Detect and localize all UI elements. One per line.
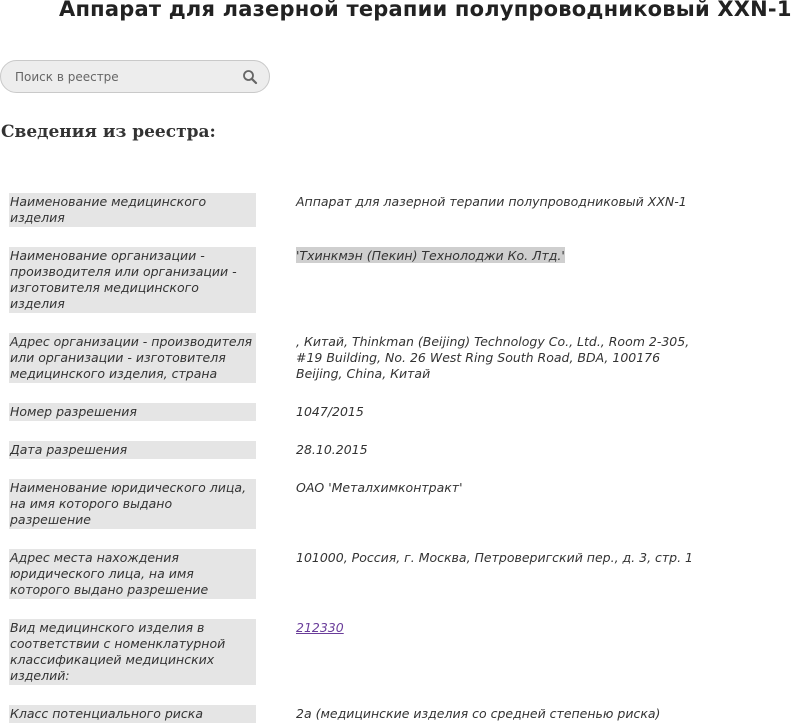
table-row (9, 247, 709, 313)
classification-code-link[interactable]: 212330 (296, 620, 344, 635)
search-input[interactable] (15, 68, 235, 86)
row-value: 101000, Россия, г. Москва, Петроверигский пер., д. 3, стр. 1 (296, 550, 694, 565)
row-label: Номер разрешения (9, 403, 256, 421)
row-label: Класс потенциального риска (9, 705, 256, 723)
table-row (9, 403, 709, 421)
row-label: Наименование организации - производителя или организации - изготовителя медицинского изделия (9, 247, 256, 313)
row-label: Дата разрешения (9, 441, 256, 459)
table-row (9, 333, 709, 383)
table-row (9, 193, 709, 227)
row-label: Адрес организации - производителя или организации - изготовителя медицинского изделия, страна (9, 333, 256, 383)
page-title: Аппарат для лазерной терапии полупроводниковый XXN-1 (59, 0, 792, 21)
row-value: 1047/2015 (296, 404, 364, 419)
row-value: ОАО 'Металхимконтракт' (296, 480, 463, 495)
search-box[interactable] (0, 60, 270, 93)
row-value: 28.10.2015 (296, 442, 368, 457)
table-row (9, 705, 709, 723)
row-label: Наименование медицинского изделия (9, 193, 256, 227)
search-icon[interactable] (242, 69, 258, 85)
table-row (9, 441, 709, 459)
table-row (9, 619, 709, 685)
registry-table (9, 193, 709, 723)
row-value: , Китай, Thinkman (Beijing) Technology Co., Ltd., Room 2-305, #19 Building, No. 26 West Ring South Road, BDA, 100176 Beijing, China, Китай (296, 334, 690, 381)
table-row (9, 479, 709, 529)
section-heading: Сведения из реестра: (1, 122, 216, 142)
row-value: Аппарат для лазерной терапии полупроводниковый XXN-1 (296, 194, 687, 209)
row-label: Вид медицинского изделия в соответствии с номенклатурной классификацией медицинских изделий: (9, 619, 256, 685)
row-value: 2а (медицинские изделия со средней степенью риска) (296, 706, 661, 721)
table-row (9, 549, 709, 599)
row-label: Адрес места нахождения юридического лица, на имя которого выдано разрешение (9, 549, 256, 599)
manufacturer-name: 'Тхинкмэн (Пекин) Технолоджи Ко. Лтд.' (296, 248, 565, 263)
row-label: Наименование юридического лица, на имя которого выдано разрешение (9, 479, 256, 529)
